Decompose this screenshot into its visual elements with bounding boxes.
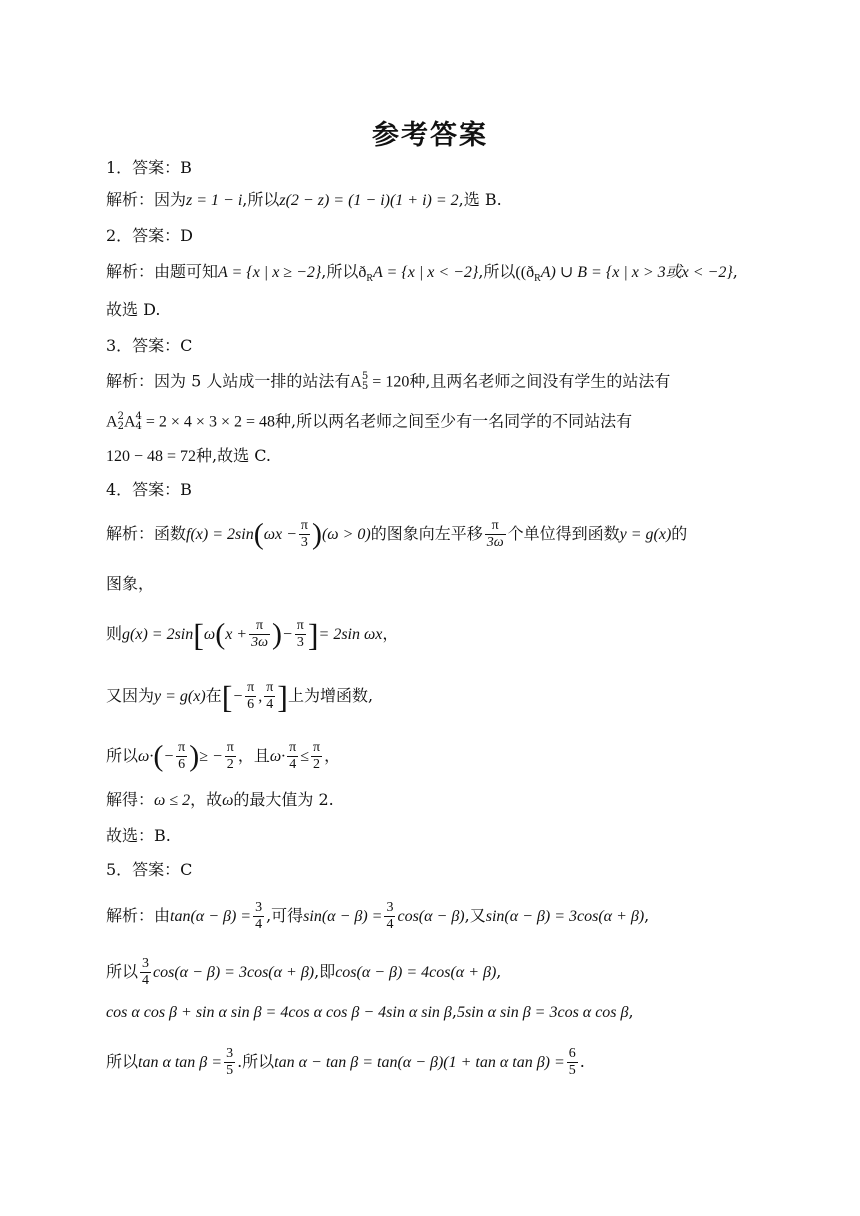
q2-text-a: 解析：由题可知	[106, 262, 219, 281]
q4-l5-text-c: 的最大值为 2.	[233, 790, 334, 809]
q4-l3-text-c: 上为增函数,	[287, 686, 374, 705]
q5-l3-math-2: 5sin α sin β = 3cos α cos β	[456, 1004, 629, 1021]
q5-l3-text-c: ,	[628, 1002, 634, 1021]
q5-l4-frac-2	[567, 1046, 578, 1079]
q2-answer: 2．答案：D	[106, 226, 194, 245]
q4-l3-frac-1-den: 6	[247, 697, 255, 712]
q4-l4-text-a: 所以	[106, 746, 139, 765]
q4-l4-frac-2-den: 2	[226, 757, 234, 772]
q4-explanation-7: 故选：B.	[106, 826, 171, 845]
q5-frac-2	[384, 900, 395, 933]
q3-text-a: 解析：因为 5 人站成一排的站法有	[106, 371, 351, 391]
q5-l2-frac-1-num: 3	[142, 956, 150, 971]
q5-l2-text-b: ,即	[314, 962, 336, 981]
q4-l4-paren-close: )	[189, 739, 200, 773]
q5-text-c: ,又	[464, 906, 486, 925]
q3-text-c: 种,所以两名老师之间至少有一名同学的不同站法有	[275, 411, 633, 431]
q4-l3-comma: ,	[258, 688, 263, 705]
q2-text-c: ,所以	[478, 262, 516, 281]
q1-text-c: ,选 B.	[458, 190, 502, 209]
q5-l3-text-b: ,	[451, 1002, 457, 1021]
q5-l4-frac-2-num: 6	[568, 1046, 576, 1061]
q5-l4-math-1: tan α tan β =	[138, 1054, 223, 1071]
q2-math-2-sub: R	[366, 273, 374, 285]
q5-l2-text-a: 所以	[106, 962, 139, 981]
q5-frac-2-num: 3	[386, 900, 394, 915]
q3-explanation-3	[106, 448, 271, 465]
q1-text-b: ,所以	[242, 190, 280, 209]
q4-text-a: 解析：函数	[106, 524, 187, 543]
q3-math-1-sub: 5	[361, 381, 369, 392]
q3-math-2-sup: 2	[117, 411, 124, 422]
q4-l4-frac-3	[287, 740, 298, 773]
q5-l4-math-2: tan α − tan β = tan(α − β)(1 + tan α tan β) =	[274, 1054, 565, 1071]
q1-text-a: 解析：因为	[106, 190, 187, 209]
q3-math-2-sub: 2	[117, 421, 124, 432]
q4-l4-frac-4-num: π	[313, 740, 321, 755]
q4-l4-frac-3-num: π	[289, 740, 297, 755]
q3-math-3-sub: 4	[135, 421, 142, 432]
q4-l2-frac-2-den: 3	[296, 635, 304, 650]
q5-text-a: 解析：由	[106, 906, 171, 925]
q4-l2-bracket-close: ]	[307, 616, 319, 653]
q4-l2-paren-close: )	[272, 617, 282, 651]
q1-math-1: z = 1 − i	[186, 192, 243, 209]
q5-math-4: sin(α − β) = 3cos(α + β)	[485, 908, 645, 925]
q2-math-2: ð	[358, 264, 367, 281]
q4-l3-math-2: −	[232, 688, 244, 705]
q4-l4-text-c: ，	[324, 746, 341, 765]
q5-frac-1-den: 4	[255, 917, 263, 932]
q2-math-1: A = {x | x ≥ −2}	[218, 264, 322, 281]
q5-l4-frac-1-num: 3	[226, 1046, 234, 1061]
q4-l2-math-2: ω	[203, 626, 216, 643]
q4-l3-text-a: 又因为	[106, 686, 155, 705]
q3-math-2: A	[106, 413, 118, 431]
q4-explanation-2: 图象，	[106, 574, 155, 593]
q4-l4-frac-1-num: π	[178, 740, 186, 755]
q3-math-1: A	[350, 373, 362, 391]
q4-l2-math-4: −	[282, 626, 293, 643]
q4-explanation-5	[106, 740, 340, 773]
q4-frac-1-den: 3	[300, 535, 308, 550]
q4-l4-math-2: −	[163, 748, 175, 765]
q4-paren-open: (	[253, 517, 264, 551]
q2-text-d: ,	[732, 262, 738, 281]
q5-text-b: ,可得	[266, 906, 304, 925]
q4-l5-text-b: ，故	[190, 790, 223, 809]
q2-explanation	[106, 264, 738, 284]
q5-frac-1-num: 3	[255, 900, 263, 915]
q4-l4-frac-2-num: π	[226, 740, 234, 755]
q4-l3-frac-1	[245, 680, 256, 713]
q3-math-3-sup: 4	[135, 411, 142, 422]
q5-l4-frac-1-den: 5	[226, 1063, 234, 1078]
q5-l2-frac-1-den: 4	[142, 973, 150, 988]
q5-l4-text-c: .	[579, 1052, 585, 1071]
q4-text-c: 个单位得到函数	[507, 524, 620, 543]
q4-l3-math-1: y = g(x)	[154, 688, 206, 705]
q1-explanation	[106, 192, 502, 209]
q4-l2-paren-open: (	[215, 617, 226, 651]
q4-l2-math-5: = 2sin ωx	[318, 626, 383, 643]
q1-answer: 1．答案：B	[106, 158, 192, 177]
q3-math-1b: = 120	[368, 373, 410, 391]
page-title: 参考答案	[372, 120, 488, 151]
q4-l2-bracket-open: [	[193, 616, 204, 653]
q3-answer: 3．答案：C	[106, 336, 193, 355]
q4-l3-frac-2-den: 4	[266, 697, 274, 712]
q4-frac-2	[485, 518, 506, 551]
q4-explanation-4	[106, 680, 373, 713]
q5-math-2: sin(α − β) =	[303, 908, 383, 925]
q2-math-4: ((ð	[515, 264, 535, 281]
q4-frac-2-den: 3ω	[486, 535, 504, 550]
q5-l2-math-2: cos(α − β) = 4cos(α + β)	[335, 964, 497, 981]
q4-l4-paren-open: (	[153, 739, 164, 773]
q5-explanation-4	[106, 1046, 585, 1079]
q5-l2-frac-1	[140, 956, 151, 989]
q2-tail: 故选 D.	[106, 300, 161, 319]
q3-math-1-sup: 5	[361, 371, 369, 382]
q4-l4-text-b: ，且	[237, 746, 270, 765]
q4-explanation-1	[106, 518, 687, 551]
q3-math-4: 120 − 48 = 72	[106, 448, 197, 465]
q4-l4-frac-1-den: 6	[178, 757, 186, 772]
q4-l3-frac-2	[264, 680, 275, 713]
q2-text-b: ,所以	[321, 262, 359, 281]
q4-l2-math-3: x +	[225, 626, 248, 643]
q3-explanation-1	[106, 372, 670, 392]
q3-math-3b: = 2 × 4 × 3 × 2 = 48	[141, 413, 275, 431]
q4-text-d: 的	[671, 524, 688, 543]
q5-explanation-3	[106, 1004, 634, 1021]
q5-text-d: ,	[644, 906, 650, 925]
q5-l4-frac-1	[224, 1046, 235, 1079]
q5-math-3: cos(α − β)	[397, 908, 465, 925]
q4-l2-frac-1	[249, 618, 270, 651]
q4-l3-bracket-open: [	[221, 678, 233, 715]
q4-math-1: f(x) = 2sin	[186, 526, 254, 543]
q5-explanation-1	[106, 900, 649, 933]
q5-frac-1	[253, 900, 264, 933]
q4-l4-math-1: ω·	[138, 748, 154, 765]
q4-frac-2-num: π	[491, 518, 499, 533]
q4-l2-frac-2	[295, 618, 306, 651]
q4-l5-math-1: ω ≤ 2	[154, 792, 191, 809]
q4-l3-bracket-close: ]	[277, 678, 288, 715]
q5-explanation-2	[106, 956, 501, 989]
q5-l4-text-b: .所以	[237, 1052, 275, 1071]
q4-l4-frac-4	[311, 740, 322, 773]
q4-l4-frac-3-den: 4	[289, 757, 297, 772]
q4-l5-text-a: 解得：	[106, 790, 155, 809]
q4-frac-1	[299, 518, 310, 551]
q4-l2-frac-1-den: 3ω	[251, 635, 268, 650]
q3-math-3: A	[123, 413, 136, 431]
q3-text-d: 种,故选 C.	[196, 446, 271, 465]
q4-math-2: ωx −	[263, 526, 297, 543]
q4-l3-frac-1-num: π	[247, 680, 255, 695]
q4-answer: 4．答案：B	[106, 480, 192, 499]
q4-l2-frac-1-num: π	[256, 618, 264, 633]
q4-l2-text-a: 则	[106, 624, 123, 643]
q4-l4-math-4: ω·	[269, 748, 286, 765]
q4-math-3: (ω > 0)	[321, 526, 371, 543]
q3-explanation-2	[106, 412, 632, 432]
q4-l3-text-b: 在	[205, 686, 222, 705]
q5-frac-2-den: 4	[386, 917, 394, 932]
q2-math-5: A) ∪ B = {x | x > 3或x < −2}	[540, 264, 733, 281]
q5-answer: 5．答案：C	[106, 860, 193, 879]
q5-l2-math-1: cos(α − β) = 3cos(α + β)	[153, 964, 315, 981]
q4-l4-frac-1	[176, 740, 187, 773]
q4-explanation-6	[106, 792, 334, 809]
q4-math-4: y = g(x)	[619, 526, 672, 543]
q4-paren-close: )	[311, 517, 322, 551]
q4-explanation-3	[106, 618, 398, 651]
q5-l4-frac-2-den: 5	[568, 1063, 576, 1078]
q4-l4-math-3: ≥ −	[199, 748, 223, 765]
q2-math-4-sub: R	[534, 273, 541, 285]
q4-l2-text-b: ，	[382, 624, 399, 643]
q1-math-2: z(2 − z) = (1 − i)(1 + i) = 2	[279, 192, 459, 209]
q4-l2-math-1: g(x) = 2sin	[122, 626, 194, 643]
q4-l4-frac-2	[225, 740, 236, 773]
q5-math-1: tan(α − β) =	[170, 908, 252, 925]
q2-math-3: A = {x | x < −2}	[373, 264, 479, 281]
q4-l4-frac-4-den: 2	[313, 757, 321, 772]
q4-frac-1-num: π	[300, 518, 308, 533]
q4-l3-frac-2-num: π	[266, 680, 274, 695]
q3-text-b: 种,且两名老师之间没有学生的站法有	[409, 371, 671, 391]
q5-l2-text-c: ,	[496, 962, 502, 981]
q4-l5-math-2: ω	[222, 792, 234, 809]
q4-l2-frac-2-num: π	[296, 618, 304, 633]
q4-text-b: 的图象向左平移	[370, 524, 483, 543]
q5-l3-math-1: cos α cos β + sin α sin β = 4cos α cos β − 4sin α sin β	[106, 1004, 452, 1021]
q5-l4-text-a: 所以	[106, 1052, 139, 1071]
q4-l4-math-5: ≤	[300, 748, 310, 765]
